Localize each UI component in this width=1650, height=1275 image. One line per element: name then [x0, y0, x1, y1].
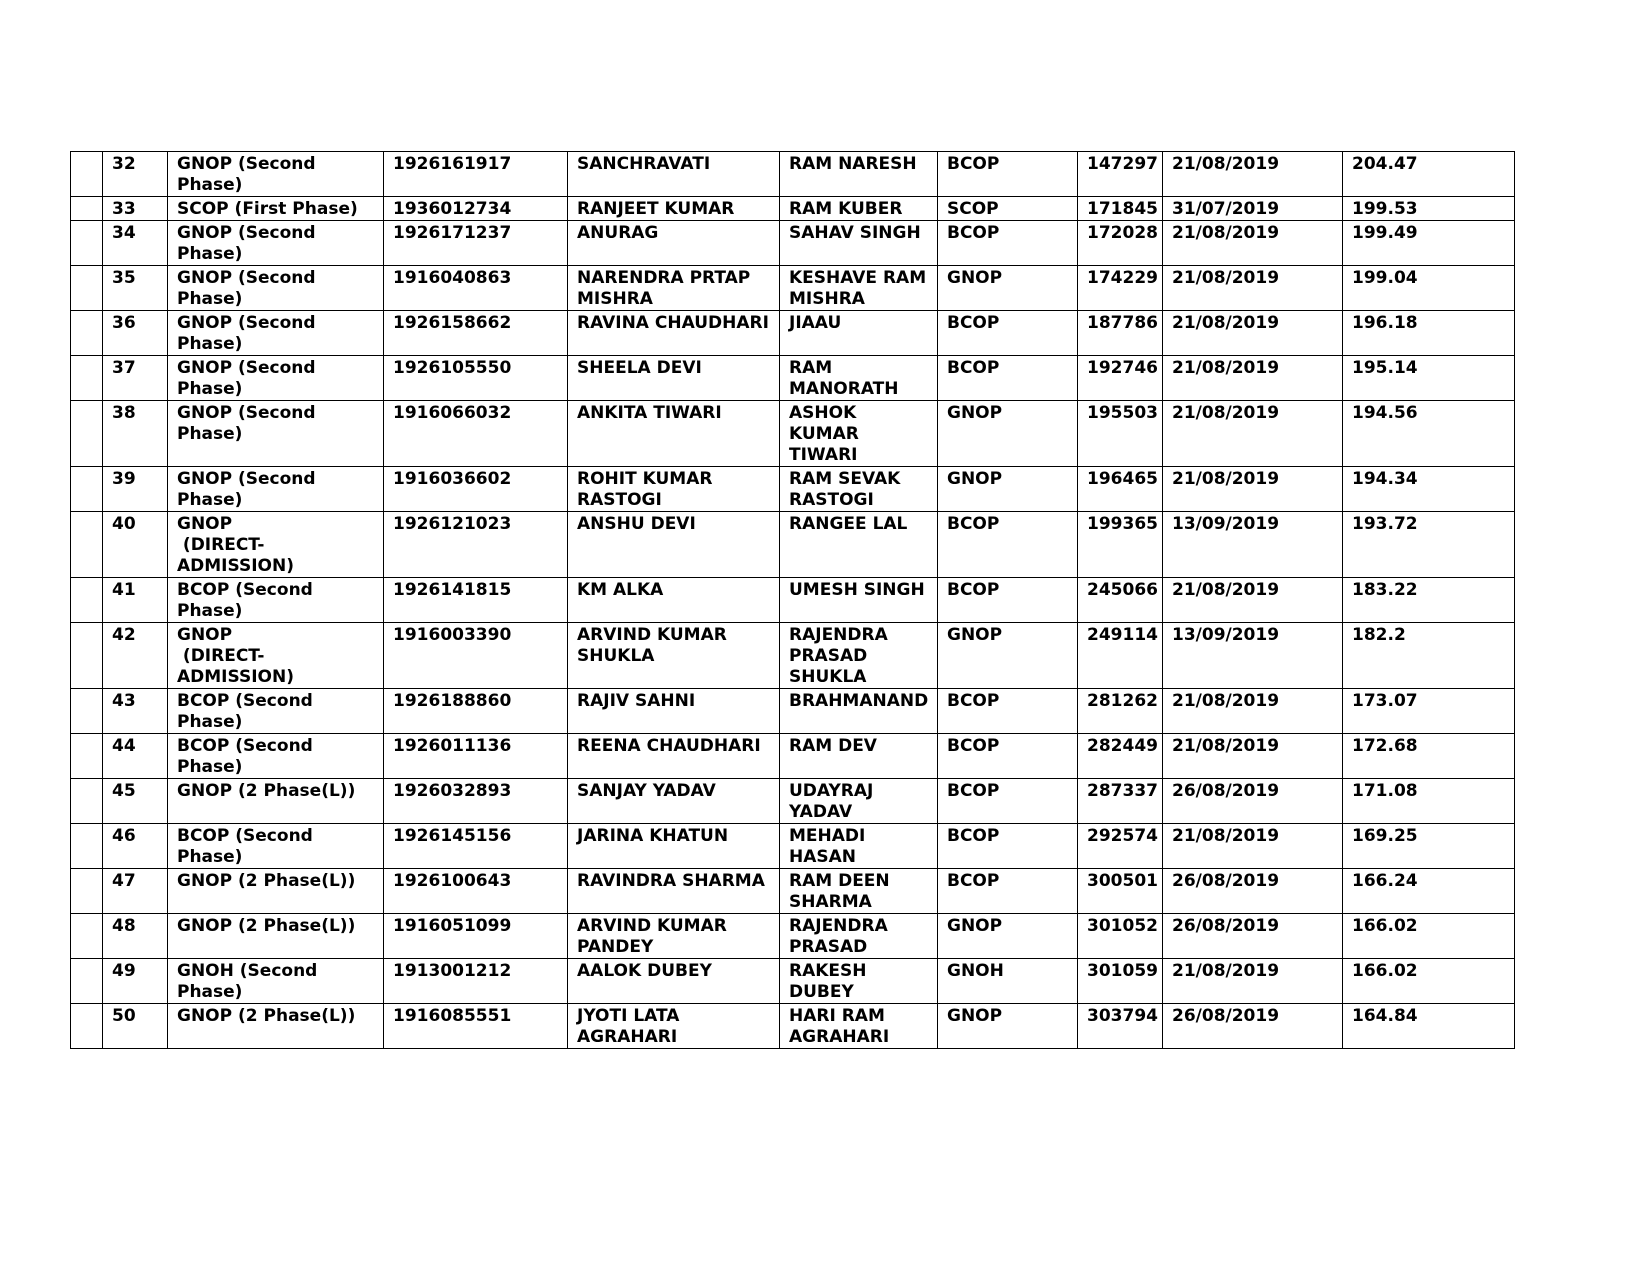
blank-cell — [71, 959, 103, 1004]
category-cell: SCOP — [938, 197, 1078, 221]
rank-cell: 187786 — [1078, 311, 1163, 356]
score-cell: 194.56 — [1343, 401, 1515, 467]
father-name-cell: KESHAVE RAM MISHRA — [780, 266, 938, 311]
phase-cell: GNOP (2 Phase(L)) — [168, 869, 384, 914]
table-row — [71, 197, 1515, 221]
phase-cell: GNOP (Second Phase) — [168, 221, 384, 266]
father-name-cell: JIAAU — [780, 311, 938, 356]
table-row — [71, 221, 1515, 266]
blank-cell — [71, 356, 103, 401]
table-row — [71, 401, 1515, 467]
serial-number-cell: 44 — [103, 734, 168, 779]
phase-cell: GNOP (Second Phase) — [168, 266, 384, 311]
score-cell: 173.07 — [1343, 689, 1515, 734]
roll-number-cell: 1916036602 — [384, 467, 568, 512]
blank-cell — [71, 467, 103, 512]
serial-number-cell: 36 — [103, 311, 168, 356]
date-cell: 21/08/2019 — [1163, 689, 1343, 734]
category-cell: GNOH — [938, 959, 1078, 1004]
category-cell: BCOP — [938, 512, 1078, 578]
father-name-cell: RAM KUBER — [780, 197, 938, 221]
roll-number-cell: 1936012734 — [384, 197, 568, 221]
roll-number-cell: 1926032893 — [384, 779, 568, 824]
category-cell: BCOP — [938, 221, 1078, 266]
roll-number-cell: 1916040863 — [384, 266, 568, 311]
date-cell: 21/08/2019 — [1163, 578, 1343, 623]
serial-number-cell: 40 — [103, 512, 168, 578]
category-cell: GNOP — [938, 266, 1078, 311]
blank-cell — [71, 221, 103, 266]
table-row — [71, 779, 1515, 824]
roll-number-cell: 1916066032 — [384, 401, 568, 467]
category-cell: BCOP — [938, 779, 1078, 824]
candidate-name-cell: SANCHRAVATI — [568, 152, 780, 197]
rank-cell: 245066 — [1078, 578, 1163, 623]
candidate-name-cell: SANJAY YADAV — [568, 779, 780, 824]
roll-number-cell: 1926011136 — [384, 734, 568, 779]
candidate-name-cell: NARENDRA PRTAP MISHRA — [568, 266, 780, 311]
roll-number-cell: 1926161917 — [384, 152, 568, 197]
blank-cell — [71, 512, 103, 578]
category-cell: BCOP — [938, 824, 1078, 869]
candidate-name-cell: RAJIV SAHNI — [568, 689, 780, 734]
date-cell: 21/08/2019 — [1163, 734, 1343, 779]
score-cell: 193.72 — [1343, 512, 1515, 578]
candidate-name-cell: ANSHU DEVI — [568, 512, 780, 578]
phase-cell: GNOP (DIRECT-ADMISSION) — [168, 512, 384, 578]
score-cell: 183.22 — [1343, 578, 1515, 623]
roll-number-cell: 1916003390 — [384, 623, 568, 689]
roll-number-cell: 1913001212 — [384, 959, 568, 1004]
date-cell: 13/09/2019 — [1163, 512, 1343, 578]
score-cell: 171.08 — [1343, 779, 1515, 824]
phase-cell: GNOP (2 Phase(L)) — [168, 779, 384, 824]
candidate-name-cell: ANURAG — [568, 221, 780, 266]
rank-cell: 301059 — [1078, 959, 1163, 1004]
serial-number-cell: 47 — [103, 869, 168, 914]
serial-number-cell: 39 — [103, 467, 168, 512]
date-cell: 26/08/2019 — [1163, 779, 1343, 824]
blank-cell — [71, 623, 103, 689]
category-cell: GNOP — [938, 401, 1078, 467]
father-name-cell: HARI RAM AGRAHARI — [780, 1004, 938, 1049]
father-name-cell: RAM DEEN SHARMA — [780, 869, 938, 914]
serial-number-cell: 46 — [103, 824, 168, 869]
rank-cell: 292574 — [1078, 824, 1163, 869]
rank-cell: 174229 — [1078, 266, 1163, 311]
rank-cell: 287337 — [1078, 779, 1163, 824]
date-cell: 26/08/2019 — [1163, 869, 1343, 914]
table-row — [71, 914, 1515, 959]
table-row — [71, 689, 1515, 734]
father-name-cell: UMESH SINGH — [780, 578, 938, 623]
roll-number-cell: 1916085551 — [384, 1004, 568, 1049]
roll-number-cell: 1926188860 — [384, 689, 568, 734]
table-row — [71, 356, 1515, 401]
serial-number-cell: 35 — [103, 266, 168, 311]
serial-number-cell: 45 — [103, 779, 168, 824]
candidate-name-cell: RAVINDRA SHARMA — [568, 869, 780, 914]
category-cell: BCOP — [938, 578, 1078, 623]
serial-number-cell: 32 — [103, 152, 168, 197]
date-cell: 21/08/2019 — [1163, 356, 1343, 401]
category-cell: BCOP — [938, 152, 1078, 197]
phase-cell: GNOP (Second Phase) — [168, 356, 384, 401]
phase-cell: GNOP (DIRECT-ADMISSION) — [168, 623, 384, 689]
roll-number-cell: 1926141815 — [384, 578, 568, 623]
phase-cell: GNOP (2 Phase(L)) — [168, 1004, 384, 1049]
category-cell: BCOP — [938, 869, 1078, 914]
phase-cell: BCOP (Second Phase) — [168, 578, 384, 623]
roll-number-cell: 1926145156 — [384, 824, 568, 869]
blank-cell — [71, 197, 103, 221]
phase-cell: SCOP (First Phase) — [168, 197, 384, 221]
date-cell: 21/08/2019 — [1163, 221, 1343, 266]
score-cell: 182.2 — [1343, 623, 1515, 689]
table-row — [71, 869, 1515, 914]
table-row — [71, 578, 1515, 623]
rank-cell: 282449 — [1078, 734, 1163, 779]
father-name-cell: UDAYRAJ YADAV — [780, 779, 938, 824]
phase-cell: BCOP (Second Phase) — [168, 689, 384, 734]
category-cell: BCOP — [938, 311, 1078, 356]
father-name-cell: RAM MANORATH — [780, 356, 938, 401]
roll-number-cell: 1926105550 — [384, 356, 568, 401]
phase-cell: GNOP (Second Phase) — [168, 467, 384, 512]
date-cell: 31/07/2019 — [1163, 197, 1343, 221]
phase-cell: BCOP (Second Phase) — [168, 824, 384, 869]
date-cell: 21/08/2019 — [1163, 311, 1343, 356]
serial-number-cell: 43 — [103, 689, 168, 734]
score-cell: 172.68 — [1343, 734, 1515, 779]
date-cell: 21/08/2019 — [1163, 266, 1343, 311]
father-name-cell: MEHADI HASAN — [780, 824, 938, 869]
score-cell: 164.84 — [1343, 1004, 1515, 1049]
score-cell: 194.34 — [1343, 467, 1515, 512]
serial-number-cell: 49 — [103, 959, 168, 1004]
candidate-name-cell: RAVINA CHAUDHARI — [568, 311, 780, 356]
blank-cell — [71, 311, 103, 356]
date-cell: 21/08/2019 — [1163, 152, 1343, 197]
serial-number-cell: 41 — [103, 578, 168, 623]
score-cell: 199.53 — [1343, 197, 1515, 221]
candidate-name-cell: ARVIND KUMAR SHUKLA — [568, 623, 780, 689]
category-cell: GNOP — [938, 1004, 1078, 1049]
score-cell: 196.18 — [1343, 311, 1515, 356]
blank-cell — [71, 266, 103, 311]
table-row — [71, 266, 1515, 311]
rank-cell: 199365 — [1078, 512, 1163, 578]
rank-cell: 300501 — [1078, 869, 1163, 914]
date-cell: 21/08/2019 — [1163, 401, 1343, 467]
score-cell: 166.02 — [1343, 914, 1515, 959]
serial-number-cell: 50 — [103, 1004, 168, 1049]
candidate-name-cell: SHEELA DEVI — [568, 356, 780, 401]
blank-cell — [71, 401, 103, 467]
roll-number-cell: 1926158662 — [384, 311, 568, 356]
rank-cell: 147297 — [1078, 152, 1163, 197]
rank-cell: 196465 — [1078, 467, 1163, 512]
phase-cell: GNOP (Second Phase) — [168, 401, 384, 467]
roll-number-cell: 1926121023 — [384, 512, 568, 578]
rank-cell: 195503 — [1078, 401, 1163, 467]
father-name-cell: RAM DEV — [780, 734, 938, 779]
father-name-cell: RAJENDRA PRASAD SHUKLA — [780, 623, 938, 689]
serial-number-cell: 42 — [103, 623, 168, 689]
blank-cell — [71, 914, 103, 959]
score-cell: 195.14 — [1343, 356, 1515, 401]
serial-number-cell: 33 — [103, 197, 168, 221]
score-cell: 166.02 — [1343, 959, 1515, 1004]
roll-number-cell: 1926100643 — [384, 869, 568, 914]
table-row — [71, 1004, 1515, 1049]
blank-cell — [71, 689, 103, 734]
blank-cell — [71, 734, 103, 779]
table-row — [71, 959, 1515, 1004]
table-row — [71, 734, 1515, 779]
candidate-name-cell: ROHIT KUMAR RASTOGI — [568, 467, 780, 512]
candidate-name-cell: AALOK DUBEY — [568, 959, 780, 1004]
category-cell: GNOP — [938, 914, 1078, 959]
table-row — [71, 623, 1515, 689]
allotment-table — [70, 151, 1515, 1049]
rank-cell: 171845 — [1078, 197, 1163, 221]
father-name-cell: BRAHMANAND — [780, 689, 938, 734]
candidate-name-cell: JYOTI LATA AGRAHARI — [568, 1004, 780, 1049]
score-cell: 204.47 — [1343, 152, 1515, 197]
category-cell: GNOP — [938, 467, 1078, 512]
father-name-cell: RAM NARESH — [780, 152, 938, 197]
blank-cell — [71, 779, 103, 824]
blank-cell — [71, 578, 103, 623]
date-cell: 21/08/2019 — [1163, 959, 1343, 1004]
candidate-name-cell: RANJEET KUMAR — [568, 197, 780, 221]
phase-cell: GNOH (Second Phase) — [168, 959, 384, 1004]
table-row — [71, 824, 1515, 869]
category-cell: BCOP — [938, 734, 1078, 779]
category-cell: BCOP — [938, 356, 1078, 401]
rank-cell: 303794 — [1078, 1004, 1163, 1049]
date-cell: 26/08/2019 — [1163, 1004, 1343, 1049]
category-cell: BCOP — [938, 689, 1078, 734]
father-name-cell: SAHAV SINGH — [780, 221, 938, 266]
date-cell: 26/08/2019 — [1163, 914, 1343, 959]
score-cell: 199.04 — [1343, 266, 1515, 311]
table-row — [71, 152, 1515, 197]
score-cell: 169.25 — [1343, 824, 1515, 869]
father-name-cell: RAM SEVAK RASTOGI — [780, 467, 938, 512]
table-row — [71, 467, 1515, 512]
phase-cell: GNOP (2 Phase(L)) — [168, 914, 384, 959]
candidate-name-cell: ARVIND KUMAR PANDEY — [568, 914, 780, 959]
roll-number-cell: 1916051099 — [384, 914, 568, 959]
score-cell: 199.49 — [1343, 221, 1515, 266]
candidate-name-cell: ANKITA TIWARI — [568, 401, 780, 467]
rank-cell: 249114 — [1078, 623, 1163, 689]
score-cell: 166.24 — [1343, 869, 1515, 914]
candidate-name-cell: JARINA KHATUN — [568, 824, 780, 869]
blank-cell — [71, 1004, 103, 1049]
phase-cell: GNOP (Second Phase) — [168, 311, 384, 356]
blank-cell — [71, 824, 103, 869]
rank-cell: 172028 — [1078, 221, 1163, 266]
category-cell: GNOP — [938, 623, 1078, 689]
father-name-cell: ASHOK KUMAR TIWARI — [780, 401, 938, 467]
serial-number-cell: 38 — [103, 401, 168, 467]
rank-cell: 281262 — [1078, 689, 1163, 734]
candidate-name-cell: REENA CHAUDHARI — [568, 734, 780, 779]
father-name-cell: RAJENDRA PRASAD — [780, 914, 938, 959]
father-name-cell: RANGEE LAL — [780, 512, 938, 578]
serial-number-cell: 37 — [103, 356, 168, 401]
candidate-name-cell: KM ALKA — [568, 578, 780, 623]
phase-cell: GNOP (Second Phase) — [168, 152, 384, 197]
roll-number-cell: 1926171237 — [384, 221, 568, 266]
rank-cell: 301052 — [1078, 914, 1163, 959]
table-body — [71, 152, 1515, 1049]
table-row — [71, 311, 1515, 356]
date-cell: 21/08/2019 — [1163, 467, 1343, 512]
table-row — [71, 512, 1515, 578]
serial-number-cell: 34 — [103, 221, 168, 266]
blank-cell — [71, 152, 103, 197]
date-cell: 13/09/2019 — [1163, 623, 1343, 689]
phase-cell: BCOP (Second Phase) — [168, 734, 384, 779]
serial-number-cell: 48 — [103, 914, 168, 959]
blank-cell — [71, 869, 103, 914]
rank-cell: 192746 — [1078, 356, 1163, 401]
father-name-cell: RAKESH DUBEY — [780, 959, 938, 1004]
date-cell: 21/08/2019 — [1163, 824, 1343, 869]
